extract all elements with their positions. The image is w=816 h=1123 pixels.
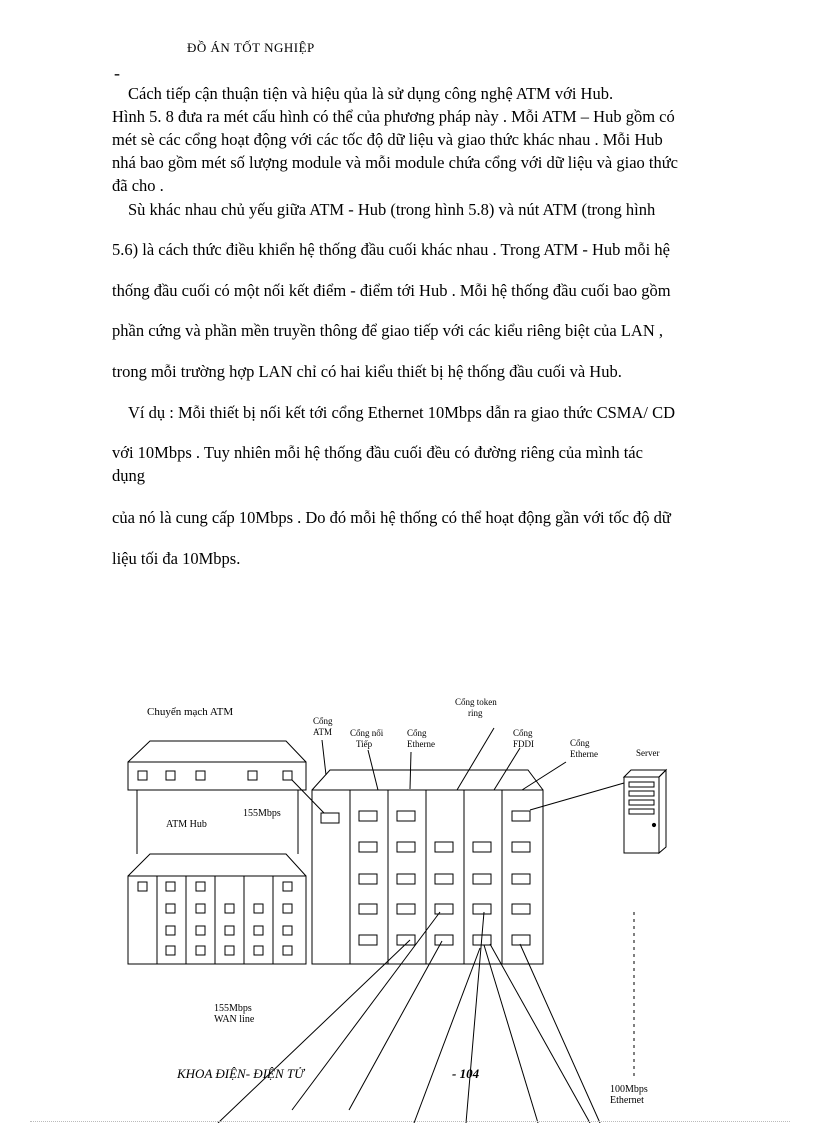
label-port-fddi-1: Cổng [513,728,533,738]
label-port-atm-1: Cổng [313,716,333,726]
atm-switch-top [128,741,306,762]
footer-page-number: - 104 [452,1066,480,1081]
label-port-atm-2: ATM [313,727,333,737]
label-port-token-1: Cổng token [455,697,497,707]
bullet-dash: - [114,63,120,83]
atm-switch-body [128,762,306,790]
para3-line1: Ví dụ : Mỗi thiết bị nối kết tới cổng Ethernet 10Mbps dẫn ra giao thức CSMA/ CD [128,403,675,422]
para1-line3: mét sè các cổng hoạt động với các tốc độ dữ liệu và giao thức khác nhau . Mỗi Hub [112,130,663,149]
atm-hub-body [128,876,306,964]
label-port-token-2: ring [468,708,483,718]
para2-line1: Sù khác nhau chủ yếu giữa ATM - Hub (trong hình 5.8) và nút ATM (trong hình [128,200,656,219]
label-wan-1: 155Mbps [214,1003,252,1014]
para1-line5: đã cho . [112,176,164,195]
server-tower [624,770,666,853]
label-port-fddi-2: FDDI [513,739,535,749]
label-eth100-1: 100Mbps [610,1084,648,1095]
footer-department: KHOA ĐIỆN- ĐIỆN TỬ [177,1066,304,1081]
label-wan-2: WAN line [214,1014,255,1025]
label-atm-hub: ATM Hub [166,819,207,830]
para1-line4: nhá bao gồm mét số lượng module và mỗi module chứa cổng với dữ liệu và giao thức [112,153,678,172]
label-port-eth-2: Etherne [407,739,435,749]
page-header: ĐỒ ÁN TỐT NGHIỆP [187,40,315,55]
label-155mbps: 155Mbps [243,808,281,819]
para2-line5: trong mỗi trường hợp LAN chỉ có hai kiểu thiết bị hệ thống đầu cuối và Hub. [112,362,622,381]
label-port-tiep-1: Cổng nối [350,728,384,738]
label-port-eth-1: Cổng [407,728,427,738]
para3-line4: của nó là cung cấp 10Mbps . Do đó mỗi hệ thống có thể hoạt động gần với tốc độ dữ [112,508,671,527]
para2-line2: 5.6) là cách thức điều khiển hệ thống đầu cuối khác nhau . Trong ATM - Hub mỗi hệ [112,240,670,259]
page-bottom-rule [30,1121,790,1122]
para3-line5: liệu tối đa 10Mbps. [112,549,241,568]
para3-line2: với 10Mbps . Tuy nhiên mỗi hệ thống đầu cuối đều có đường riêng của mình tác [112,443,643,462]
para2-line4: phần cứng và phần mền truyền thông để giao tiếp với các kiểu riêng biệt của LAN , [112,321,663,340]
hub-cabinet-top [312,770,543,790]
label-port-eth2-1: Cổng [570,738,590,748]
hub-cabinet-body [312,790,543,964]
label-atm-switch: Chuyển mạch ATM [147,706,234,718]
para2-line3: thống đầu cuối có một nối kết điểm - điểm tới Hub . Mỗi hệ thống đầu cuối bao gồm [112,281,671,300]
atm-hub-top [128,854,306,876]
para1-line2: Hình 5. 8 đưa ra mét cấu hình có thể của phương pháp này . Mỗi ATM – Hub gồm có [112,107,675,126]
label-eth100-2: Ethernet [610,1095,644,1106]
label-port-tiep-2: Tiếp [356,739,373,749]
para1-line1: Cách tiếp cận thuận tiện và hiệu qủa là sử dụng công nghệ ATM với Hub. [128,84,614,103]
label-server: Server [636,748,660,758]
atm-switch-ports [138,771,292,780]
para3-line3: dụng [112,466,145,485]
label-port-eth2-2: Etherne [570,749,598,759]
